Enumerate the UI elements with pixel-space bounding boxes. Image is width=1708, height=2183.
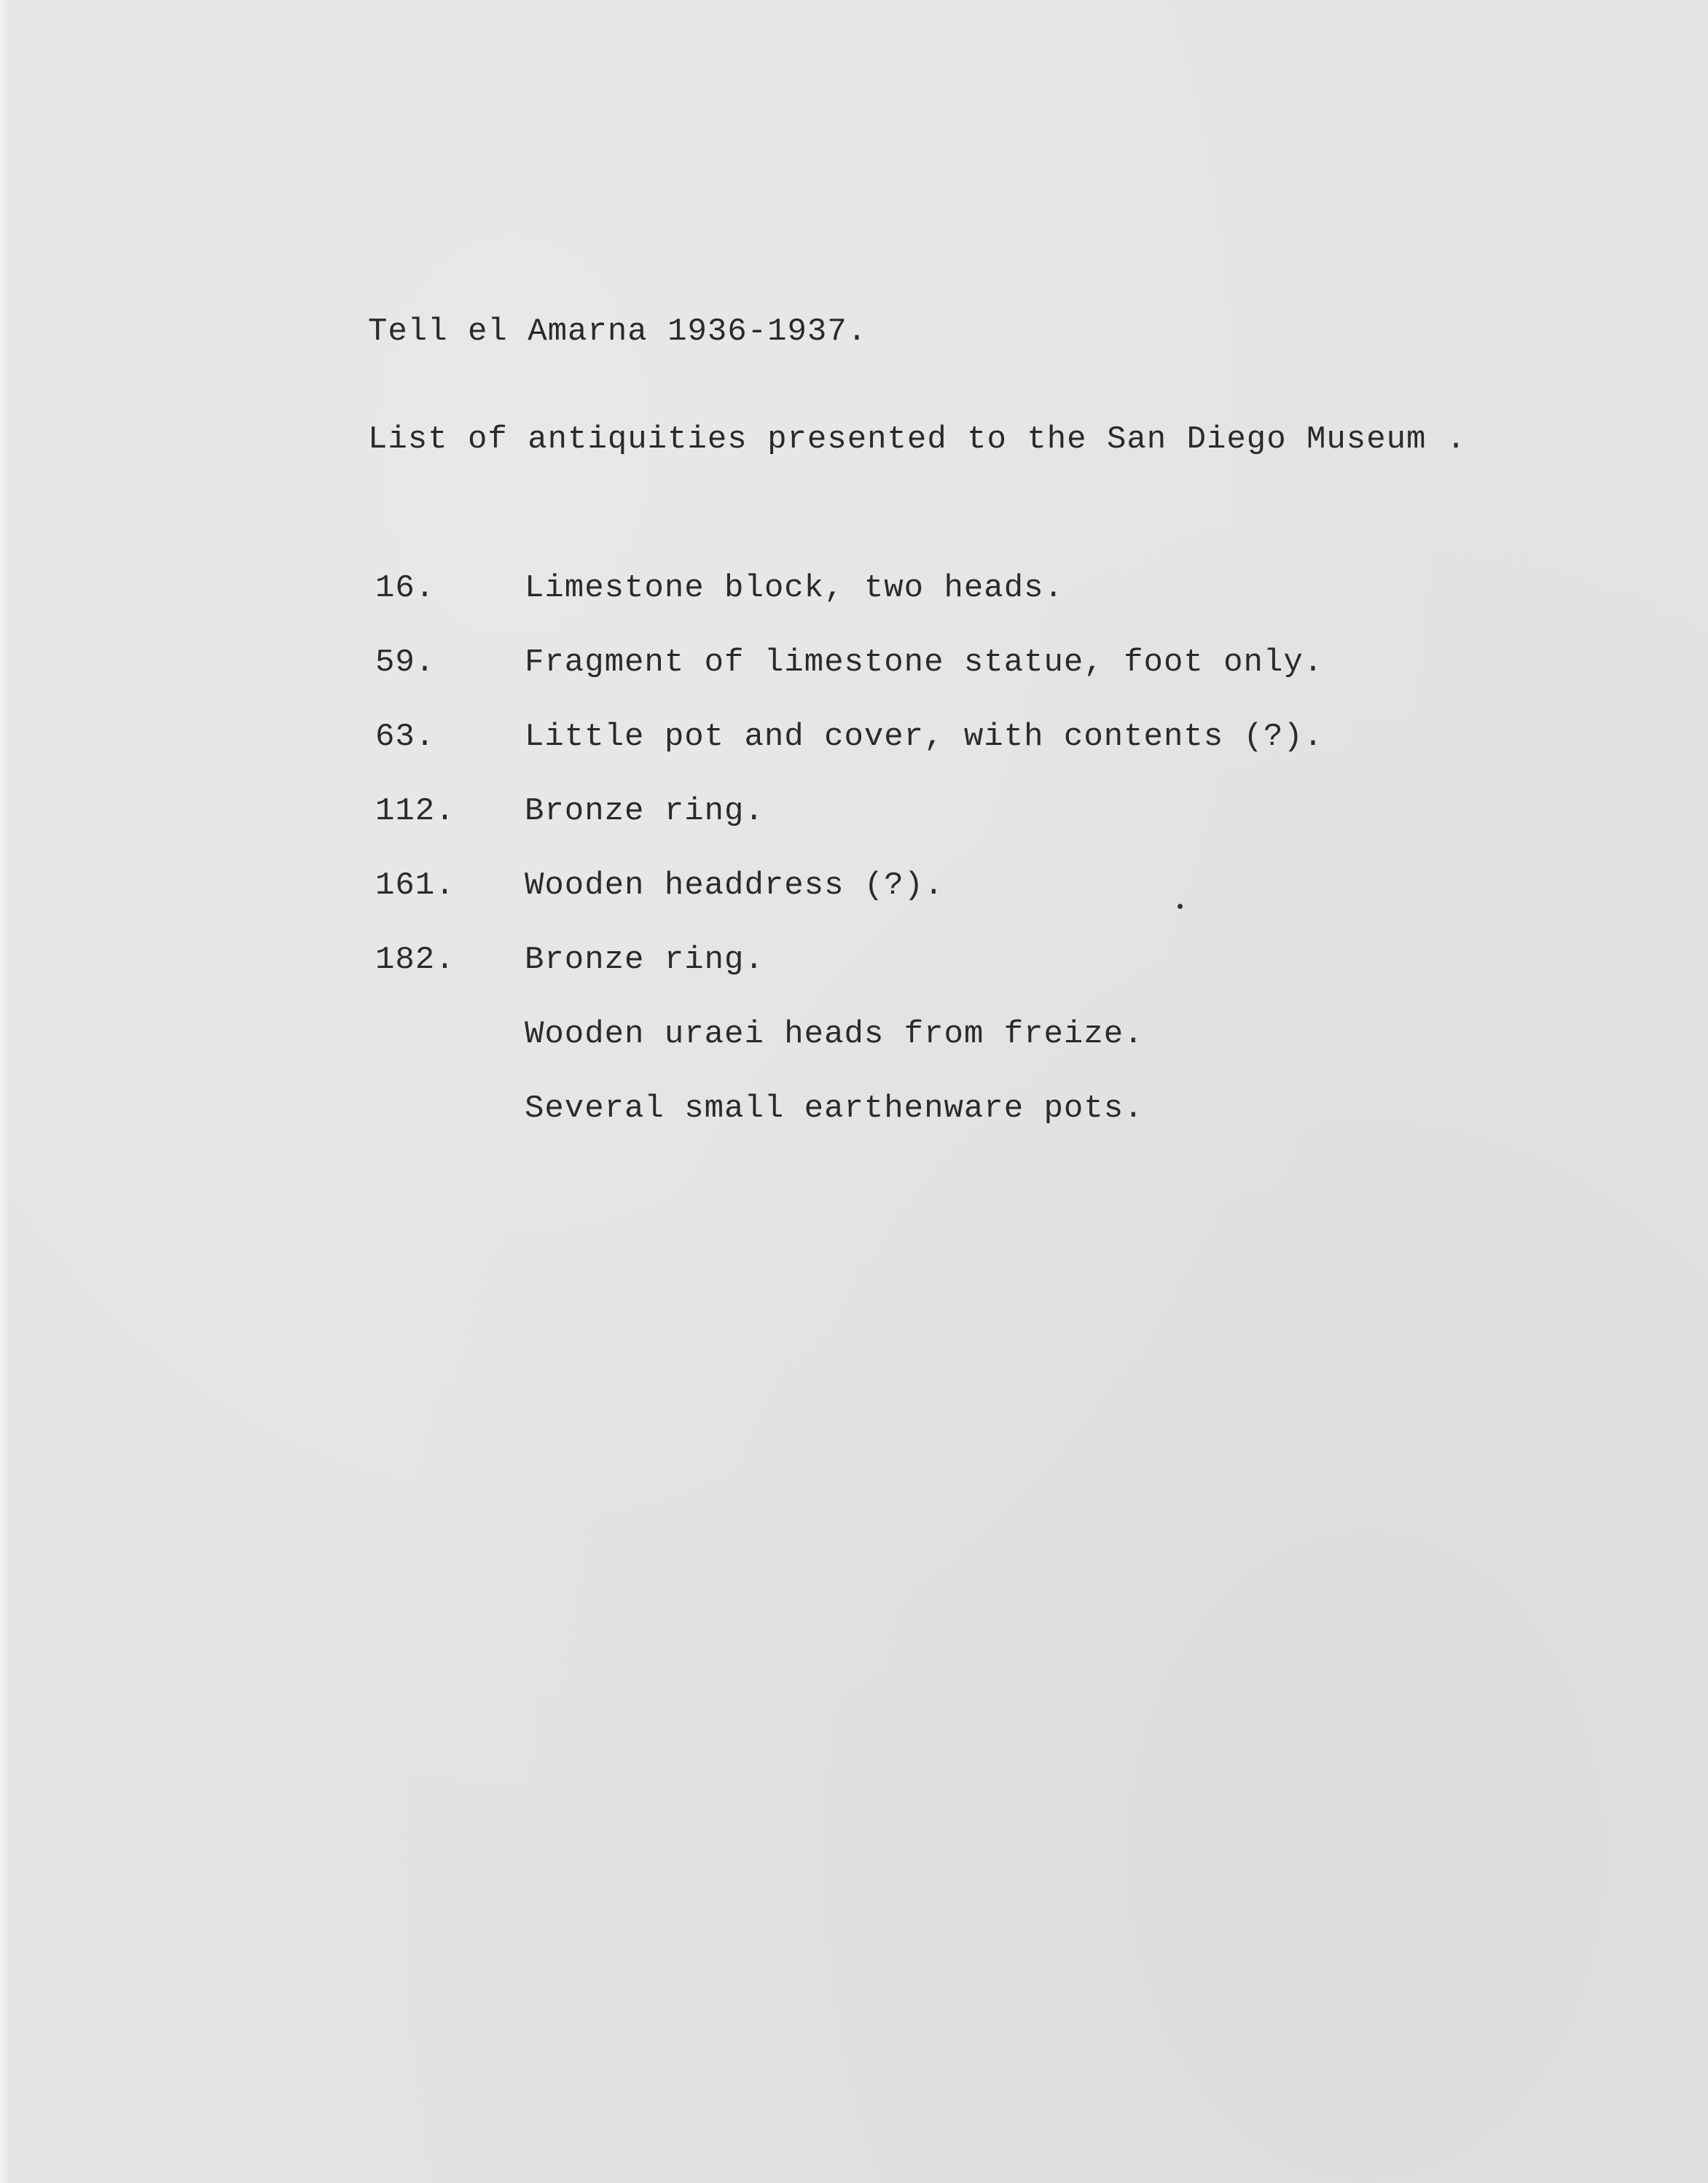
item-number: 182. (375, 942, 455, 978)
item-number: 112. (375, 793, 455, 829)
item-number: 59. (375, 644, 436, 681)
item-description: Wooden headdress (?). (525, 867, 944, 904)
item-description: Several small earthenware pots. (525, 1090, 1144, 1127)
item-description: Limestone block, two heads. (525, 570, 1064, 606)
item-number: 63. (375, 719, 436, 755)
document-title: Tell el Amarna 1936-1937. (368, 313, 868, 350)
paper-edge (0, 0, 10, 2183)
item-description: Bronze ring. (525, 942, 764, 978)
item-description: Bronze ring. (525, 793, 764, 829)
item-number: 16. (375, 570, 436, 606)
item-number: 161. (375, 867, 455, 904)
ink-speck (1178, 904, 1183, 909)
item-description: Fragment of limestone statue, foot only. (525, 644, 1324, 681)
item-description: Wooden uraei heads from freize. (525, 1016, 1144, 1053)
document-subtitle: List of antiquities presented to the San Diego Museum . (368, 421, 1467, 458)
item-description: Little pot and cover, with contents (?). (525, 719, 1324, 755)
